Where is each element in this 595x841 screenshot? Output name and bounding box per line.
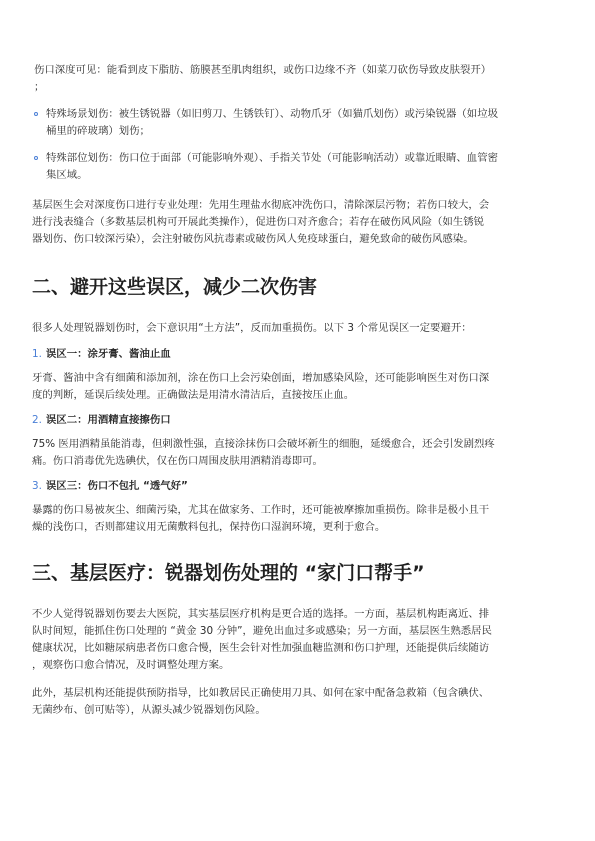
section-heading-2: 二、避开这些误区，减少二次伤害 (32, 276, 318, 298)
mistake-body-line: 牙膏、酱油中含有细菌和添加剂，涂在伤口上会污染创面，增加感染风险，还可能影响医生对伤口深 (32, 372, 490, 384)
paragraph-line: 无菌纱布、创可贴等），从源头减少锐器划伤风险。 (32, 704, 266, 716)
mistake-item (32, 346, 563, 404)
paragraph-deep-wound (32, 197, 563, 248)
intro-line: 伤口深度可见：能看到皮下脂肪、筋膜甚至肌肉组织，或伤口边缘不齐（如菜刀砍伤导致皮肤裂开） (34, 64, 492, 76)
section-heading-3: 三、基层医疗：锐器划伤处理的 “家门口帮手” (32, 562, 425, 584)
list-item (32, 106, 563, 140)
list-item-text: 桶里的碎玻璃）划伤； (46, 125, 150, 137)
mistake-list (32, 346, 563, 536)
bullet-list (32, 106, 563, 184)
section-3-paragraph (32, 606, 563, 674)
paragraph-line: 此外，基层机构还能提供预防指导，比如教居民正确使用刀具、如何在家中配备急救箱（包含碘伏、 (32, 687, 490, 699)
mistake-item (32, 412, 563, 470)
paragraph-line: 队时间短，能抓住伤口处理的 “黄金 30 分钟”，避免出血过多或感染；另一方面，基层医生熟悉居民 (32, 625, 492, 637)
paragraph-line: 不少人觉得锐器划伤要去大医院，其实基层医疗机构是更合适的选择。一方面，基层机构距离近、排 (32, 608, 490, 620)
intro-line-end: ； (34, 81, 45, 93)
paragraph-line: 器划伤、伤口较深污染），会注射破伤风抗毒素或破伤风人免疫球蛋白，避免致命的破伤风感染。 (32, 233, 474, 245)
bullet-icon (34, 156, 38, 160)
mistake-body-line: 痛。伤口消毒优先选碘伏，仅在伤口周围皮肤用酒精消毒即可。 (32, 455, 323, 467)
mistake-body-line: 燥的浅伤口，否则都建议用无菌敷料包扎，保持伤口湿润环境，更利于愈合。 (32, 521, 386, 533)
mistake-body-line: 75% 医用酒精虽能消毒，但刺激性强，直接涂抹伤口会破坏新生的细胞，延缓愈合，还会引发剧烈疼 (32, 438, 495, 450)
paragraph-line: ，观察伤口愈合情况，及时调整处理方案。 (32, 659, 230, 671)
paragraph-line: 健康状况，比如糖尿病患者伤口愈合慢，医生会针对性加强血糖监测和伤口护理，还能提供后续随访 (32, 642, 490, 654)
mistake-item (32, 478, 563, 536)
mistake-body-line: 暴露的伤口易被灰尘、细菌污染，尤其在做家务、工作时，还可能被摩擦加重损伤。除非是极小且干 (32, 504, 490, 516)
mistake-title: 3. 误区三：伤口不包扎 “透气好” (32, 480, 188, 492)
paragraph-line: 基层医生会对深度伤口进行专业处理：先用生理盐水彻底冲洗伤口，清除深层污物；若伤口较大，会 (32, 199, 490, 211)
list-item-text: 特殊部位划伤：伤口位于面部（可能影响外观）、手指关节处（可能影响活动）或靠近眼睛、血管密 (46, 152, 498, 164)
mistake-body-line: 度的判断，延误后续处理。正确做法是用清水清洁后，直接按压止血。 (32, 389, 355, 401)
mistake-title: 2. 误区二：用酒精直接擦伤口 (32, 414, 171, 426)
bullet-icon (34, 112, 38, 116)
list-item-text: 特殊场景划伤：被生锈锐器（如旧剪刀、生锈铁钉）、动物爪牙（如猫爪划伤）或污染锐器（如垃圾 (46, 108, 498, 120)
list-item (32, 150, 563, 184)
list-item-text: 集区域。 (46, 169, 88, 181)
section-3-paragraph (32, 685, 563, 719)
paragraph-line: 进行浅表缝合（多数基层机构可开展此类操作），促进伤口对齐愈合；若存在破伤风风险（如生锈锐 (32, 216, 484, 228)
mistake-title: 1. 误区一：涂牙膏、酱油止血 (32, 348, 171, 360)
section-2-intro: 很多人处理锐器划伤时，会下意识用“土方法”，反而加重损伤。以下 3 个常见误区一定要避开： (32, 322, 472, 334)
